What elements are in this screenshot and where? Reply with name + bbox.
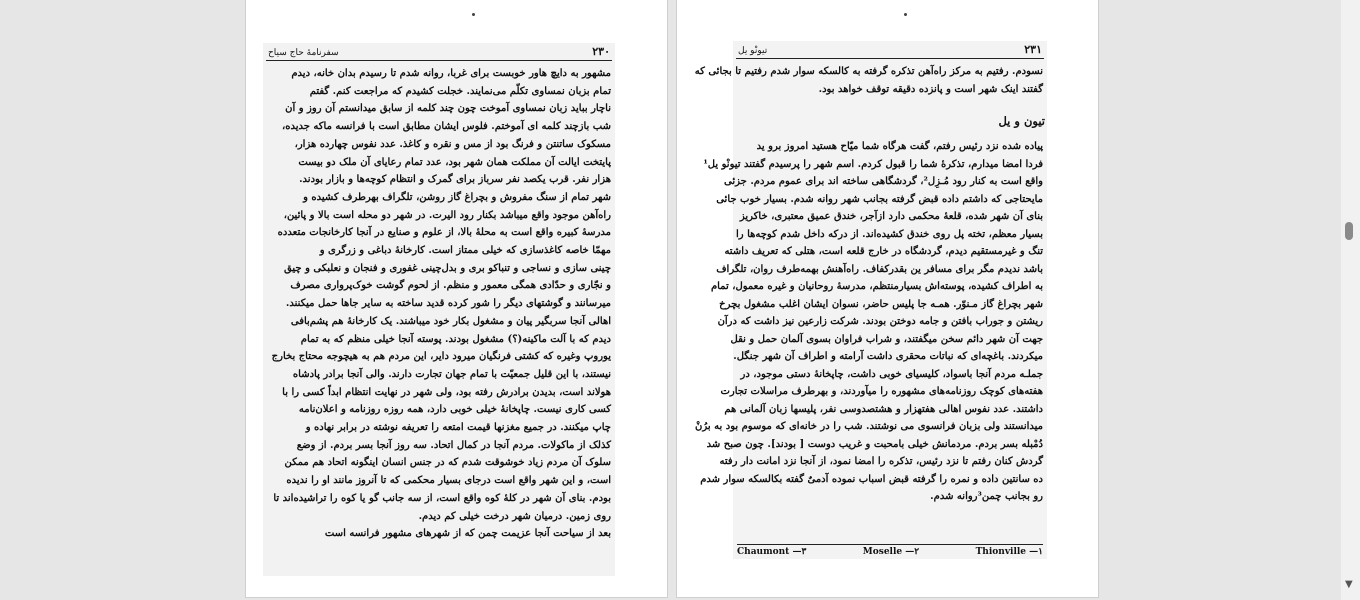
- running-head: [736, 41, 1044, 59]
- running-head: [266, 43, 612, 61]
- text-line: مشهور به دایچ هاور خوبست برای غربا، روانه شدم تا رسیدم بدان خانه، دیدم: [291, 68, 611, 79]
- text-line: فردا امضا میدارم، تذکرهٔ شما را قبول کردم. اسم شهر را پرسیدم گفتند تیونْو یل¹: [703, 158, 1043, 170]
- text-line: باشد ندیدم مگر برای مسافر ین بقدرکفاف. راه‌آهنش بهمه‌طرف روان، تلگراف: [716, 263, 1043, 275]
- text-line: دُمْبله بسر بردم. مردمانش خیلی بامحبت و غریب دوست [ بودند]. چون صبح شد: [706, 438, 1043, 450]
- footnote: Chaumont —۳: [737, 547, 807, 557]
- text-line: هولاند است، بدیدن برادرش رفته بود، ولی شهر در نهایت انتظام ابداً کسی را با: [282, 386, 611, 398]
- page-number: ۲۳۰: [592, 45, 610, 58]
- text-line: کسی کاری نیست. چاپخانهٔ خیلی خوبی دارد، همه روزه روزنامه و اعلان‌نامه: [298, 404, 611, 416]
- text-line: نیستند، با این قلیل جمعیّت با تمام جهان تجارت دارند. والی آنجا برادر پادشاه: [292, 368, 611, 380]
- page-230: [245, 0, 668, 598]
- vertical-scrollbar[interactable]: [1341, 0, 1360, 600]
- page-marker-dot: [472, 13, 475, 16]
- text-line: رو بجانب چمن³روانه شدم.: [930, 491, 1043, 502]
- text-line: پایتخت ایالت آن مملکت همان شهر بود، عدد تمام رعایای آن ملک دو بیست: [298, 156, 611, 168]
- text-line: ریشتن و جوراب بافتن و جامه دوختن بودند. شرکت زارعین نیز داشت که درآن: [717, 316, 1043, 327]
- footnotes: [737, 544, 1043, 557]
- text-line: راه‌آهن موجود واقع میباشد بکنار رود الیرت. در شهر دو محله است بالا و پائین،: [283, 209, 611, 221]
- text-line: جهت آن شهر دائم سخن میگفتند، و شراب فراوان بسوی آلمان حمل و نقل: [730, 333, 1043, 345]
- footnote: Moselle —۲: [862, 547, 920, 557]
- text-line: میدانستند ولی بزبان فرانسوی می نوشتند. شب را در خانه‌ای که موسوم بود به برُنْ: [694, 421, 1043, 432]
- text-line: تنگ و غیرمستقیم دیدم، گردشگاه در خارج قلعه است، هتلی که تعریف داشته: [724, 246, 1043, 257]
- text-line: واقع است به کنار رود مُـزِل²، گردشگاهی ساخته اند برای عموم مردم. جزئی: [724, 176, 1043, 187]
- text-line: مدرسهٔ کبیره واقع است به محلهٔ بالا، از علوم و صنایع در آنجا کارخانجات متعدده: [277, 227, 611, 239]
- text-line: میکردند. باغچه‌ای که نباتات محقری داشت آرامته و اطراف آن شهر جنگل.: [733, 351, 1043, 362]
- text-line: هفته‌های کوچک روزنامه‌های مشهوره را میآوردند، و بهرطرف مراسلات تجارت: [720, 386, 1043, 397]
- text-line: بسیار معظم، تخته پل روی خندق کشیده‌اند. از درکه داخل شدم کوچه‌ها را: [735, 228, 1043, 240]
- text-line: جملـه مردم آنجا باسواد، کلیسیای خوبی داشت، چاپخانهٔ دستی موجود، در: [740, 368, 1043, 380]
- scroll-down-arrow-icon[interactable]: ▼: [1345, 579, 1353, 590]
- page-body: [263, 61, 615, 543]
- text-line: چاپ میکنند. در جمیع مغزنها قیمت امتعه را تعریفه نوشته در برابر نهاده و: [305, 422, 611, 434]
- text-line: مهمّا خاصه کاغذسازی که خیلی ممتاز است. کارخانهٔ دباغی و زرگری و: [319, 245, 611, 257]
- text-line: کذلک از ماکولات. مردم آنجا در کمال اتحاد. سه روز آنجا بسر بردم. از وضع: [296, 439, 611, 451]
- text-line: بنای آن شهر شده، قلعهٔ محکمی دارد ازآجر، خندق عمیق معتبری، خاکریز: [739, 211, 1043, 222]
- text-line: میرسانند و گوشتهای دیگر را شور کرده قدید ساخته به سایر جاها حمل میکنند.: [285, 298, 611, 310]
- text-line: داشتند. عدد نفوس اهالی هفتهزار و هشتصدوسی نفر، پلیسها زبان آلمانی هم: [724, 403, 1043, 415]
- text-line: سلوک آن مردم زیاد خوشوقت شدم که در جنس انسان اینگونه اتحاد هم ممکن: [284, 457, 611, 469]
- text-line: شهر بچراغ گاز مـنوّر. همـه جا پلیس حاضر، نسوان ایشان اغلب مشغول بچرخ: [719, 298, 1043, 310]
- text-line: گفتند اینک شهر است و پانزده دقیقه توقف خواهد بود.: [818, 83, 1043, 95]
- text-line: اهالی آنجا سربگیر پیان و مشغول بکار خود میباشند. یک کارخانهٔ هم پشم‌بافی: [290, 315, 611, 327]
- text-line: شب بازچند کلمه ای آموختم. فلوس ایشان مطابق است با فرانسه ماکه جدیده،: [281, 121, 611, 133]
- text-line: و نجّاری و حدّادی همگی معمور و منظم. از لحوم گوشت خوک‌پرواری مصرف: [290, 280, 611, 292]
- text-line: بعد از سیاحت آنجا عزیمت چمن که از شهرهای مشهور فرانسه است: [324, 528, 611, 540]
- text-line: نسودم. رفتیم به مرکز راه‌آهن تذکره گرفته به کالسکه سوار شدم رفتیم تا بجائی که: [694, 66, 1043, 77]
- text-line: هزار نفر. قرب یکصد نفر سرباز برای گمرک و انتظام کوچه‌ها و بازار بودند.: [299, 174, 611, 186]
- text-line: چینی سازی و نساجی و تنباکو بری و بدل‌چینی غفوری و فنجان و نعلبکی و چیق: [284, 262, 611, 274]
- text-line: پیاده شده نزد رئیس رفتم، گفت هرگاه شما میّاح هستید امروز برو ید: [756, 141, 1043, 152]
- footnote: Thionville —۱: [975, 547, 1043, 557]
- section-title: تیون و یل: [998, 114, 1045, 128]
- text-line: شهر تمام از سنگ مفروش و بچراغ گاز روشن، تلگراف بهرطرف کشیده و: [303, 191, 611, 203]
- page-body: [694, 134, 1047, 506]
- text-line: مایحتاجی که داشتم داده قبض گرفته بجانب شهر روانه شدم. بسیار خوب جائی: [716, 193, 1043, 205]
- text-line: بودم. بنای آن شهر در کلهٔ کوه واقع است، از سه جانب گو یا کوه را تراشیده‌اند تا: [273, 492, 611, 504]
- running-title: سفرنامهٔ حاج سیاح: [268, 48, 339, 58]
- text-line: تمام بزبان نمساوی تکلّم می‌نمایند. خجلت کشیدم که مراجعت کنم. گفتم: [309, 85, 611, 97]
- text-line: یوروپ وغیره که کشتی فرنگیان میرود دایر، این مردم هم به هیچوجه محتاج بخارج: [271, 351, 611, 363]
- text-line: گردش کنان رفتم تا نزد رئیس، تذکره را امضا نمود، از آنجا نزد امانت دار رفته: [719, 456, 1043, 467]
- scrollbar-thumb[interactable]: [1345, 222, 1353, 240]
- page-231: [676, 0, 1099, 598]
- text-line: است، و این شهر واقع است درجای بسیار محکمی که تا آنروز مانند او را ندیده: [286, 475, 611, 487]
- scanned-page-image: [694, 41, 1047, 559]
- scanned-page-image: [263, 43, 615, 576]
- text-line: به اطراف کشیده، پوسته‌اش بسیارمنتظم، مدرسهٔ روحانیان و غیره معمول، تمام: [710, 281, 1043, 292]
- page-number: ۲۳۱: [1024, 43, 1042, 56]
- running-title: تیونْو یل: [738, 46, 768, 56]
- text-line: مسکوک ساتنتن و فرنگ بود از مس و نقره و کاغذ. عدد نفوس چهارده هزار،: [294, 138, 611, 150]
- page-intro: [694, 59, 1047, 98]
- text-line: ده سانتین داده و نمره را گرفته قبض اسباب نموده آدمیٌ گفته بکالسکه سوار شدم: [700, 473, 1043, 485]
- text-line: روی زمین. درمیان شهر درخت خیلی کم دیدم.: [418, 510, 611, 522]
- text-line: دیدم که با آلت ماکینه(؟) مشغول بودند. پوسته آنجا خیلی منظم که به تمام: [300, 333, 611, 345]
- page-marker-dot: [904, 13, 907, 16]
- text-line: ناچار بباید زبان نمساوی آموخت چون چند کلمه از سابق میدانستم آن روز و آن: [285, 103, 611, 115]
